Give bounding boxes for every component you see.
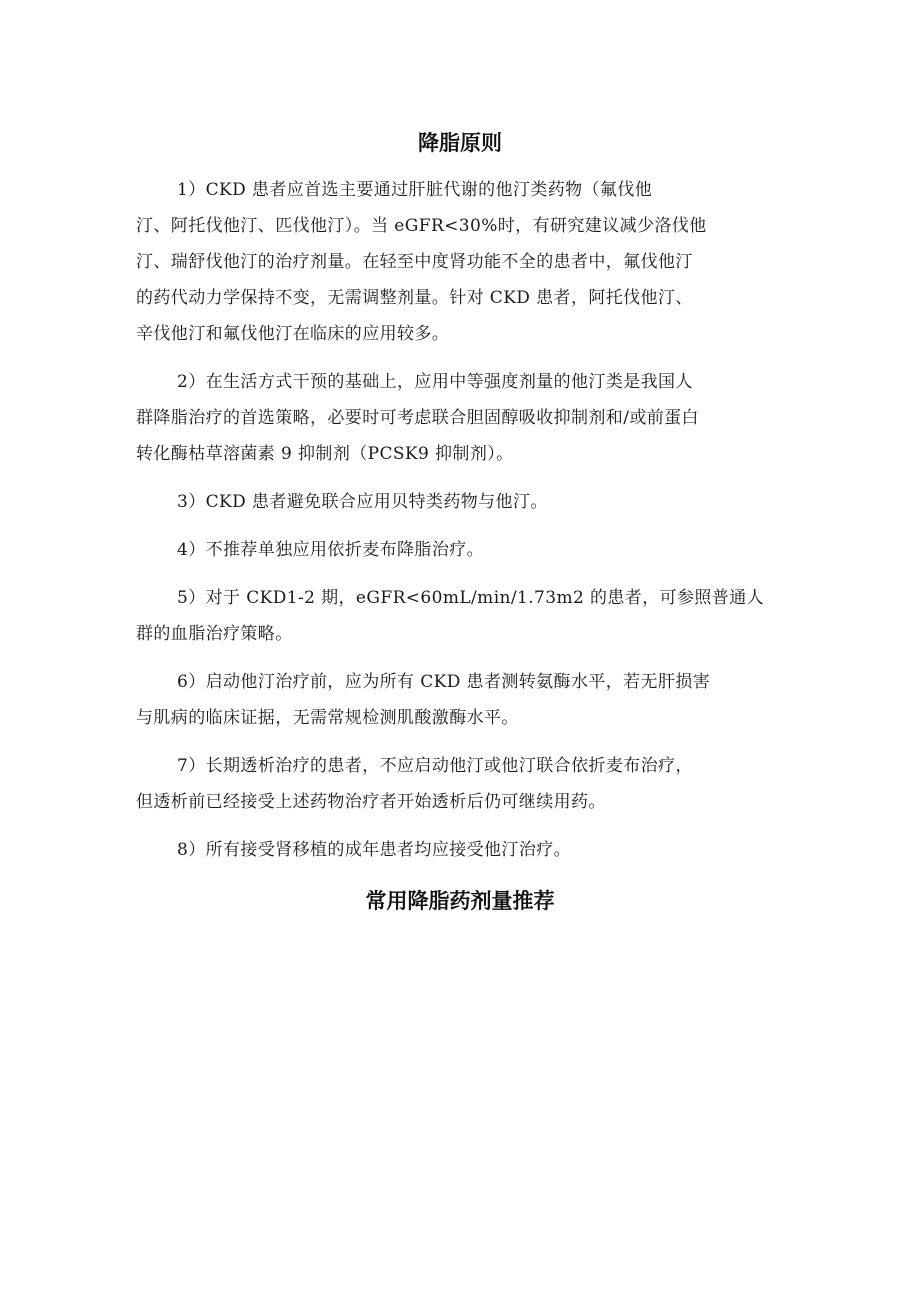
section-title: 降脂原则 xyxy=(418,131,502,155)
paragraph-line: 8）所有接受肾移植的成年患者均应接受他汀治疗。 xyxy=(177,840,572,860)
paragraph-line: 4）不推荐单独应用依折麦布降脂治疗。 xyxy=(177,540,485,560)
paragraph-line: 辛伐他汀和氟伐他汀在临床的应用较多。 xyxy=(136,324,450,344)
paragraph-line: 2）在生活方式干预的基础上，应用中等强度剂量的他汀类是我国人 xyxy=(177,372,693,392)
paragraph-line: 群的血脂治疗策略。 xyxy=(136,624,293,644)
paragraph-line: 7）长期透析治疗的患者，不应启动他汀或他汀联合依折麦布治疗， xyxy=(177,756,693,776)
paragraph-1 xyxy=(136,172,786,352)
section-subtitle: 常用降脂药剂量推荐 xyxy=(365,889,555,913)
paragraph-line: 5）对于 CKD1-2 期，eGFR<60mL/min/1.73m2 的患者，可参照普通人 xyxy=(177,588,765,608)
paragraph-line: 3）CKD 患者避免联合应用贝特类药物与他汀。 xyxy=(177,492,548,512)
paragraph-line: 1）CKD 患者应首选主要通过肝脏代谢的他汀类药物（氟伐他 xyxy=(177,180,653,200)
paragraph-2 xyxy=(136,364,786,472)
paragraph-line: 6）启动他汀治疗前，应为所有 CKD 患者测转氨酶水平，若无肝损害 xyxy=(177,672,711,692)
paragraph-line: 但透析前已经接受上述药物治疗者开始透析后仍可继续用药。 xyxy=(136,792,606,812)
paragraph-line: 汀、瑞舒伐他汀的治疗剂量。在轻至中度肾功能不全的患者中，氟伐他汀 xyxy=(136,252,693,272)
paragraph-8 xyxy=(136,832,786,868)
paragraph-line: 汀、阿托伐他汀、匹伐他汀）。当 eGFR<30%时，有研究建议减少洛伐他 xyxy=(136,216,707,236)
paragraph-line: 群降脂治疗的首选策略，必要时可考虑联合胆固醇吸收抑制剂和/或前蛋白 xyxy=(136,408,699,428)
paragraph-line: 的药代动力学保持不变，无需调整剂量。针对 CKD 患者，阿托伐他汀、 xyxy=(136,288,693,308)
paragraph-7 xyxy=(136,748,786,820)
paragraph-3 xyxy=(136,484,786,520)
paragraph-6 xyxy=(136,664,786,736)
paragraph-4 xyxy=(136,532,786,568)
paragraph-5 xyxy=(136,580,786,652)
paragraph-line: 与肌病的临床证据，无需常规检测肌酸激酶水平。 xyxy=(136,708,519,728)
principles-body xyxy=(136,172,786,880)
paragraph-line: 转化酶枯草溶菌素 9 抑制剂（PCSK9 抑制剂）。 xyxy=(136,444,514,464)
